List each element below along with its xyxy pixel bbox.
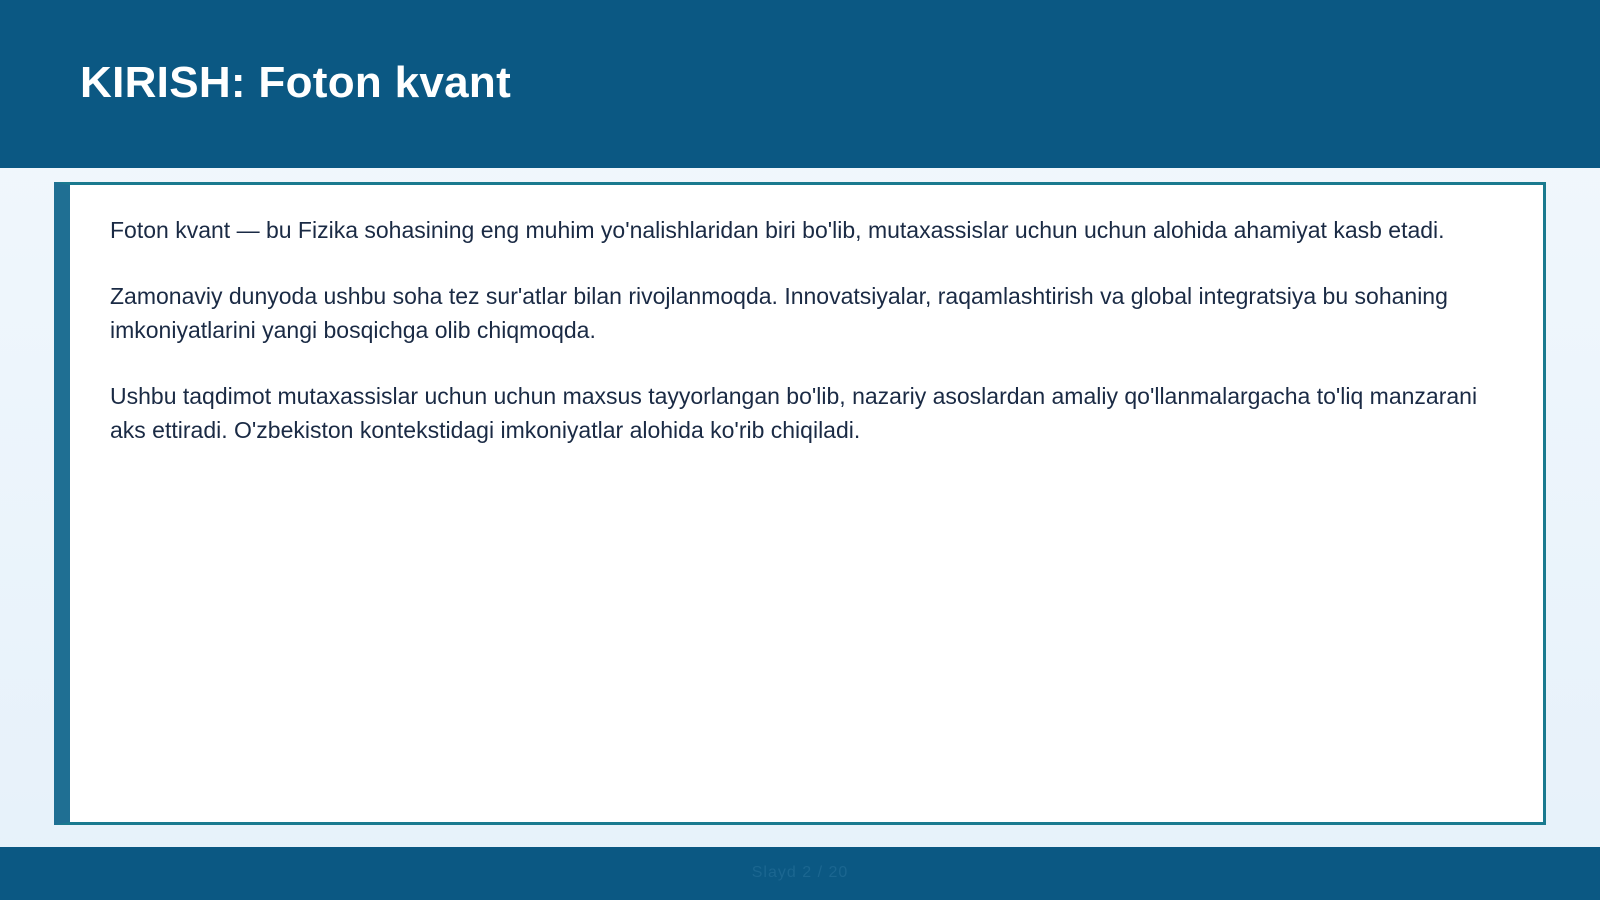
paragraph-3: Ushbu taqdimot mutaxassislar uchun uchun maxsus tayyorlangan bo'lib, nazariy asoslardan amaliy qo'llanmalargacha to'liq manzarani aks ettiradi. O'zbekiston kontekstidagi imkoniyatlar alohida ko'rib chiqiladi. xyxy=(110,383,1478,443)
slide-title: KIRISH: Foton kvant xyxy=(80,58,512,107)
slide-footer xyxy=(0,847,1600,900)
content-text xyxy=(110,213,1503,479)
content-box xyxy=(54,182,1546,825)
paragraph-2: Zamonaviy dunyoda ushbu soha tez sur'atlar bilan rivojlanmoqda. Innovatsiyalar, raqamlashtirish va global integratsiya bu sohaning imkoniyatlarini yangi bosqichga olib chiqmoqda. xyxy=(110,283,1448,343)
slide-header xyxy=(0,0,1600,168)
paragraph-1: Foton kvant — bu Fizika sohasining eng muhim yo'nalishlaridan biri bo'lib, mutaxassislar uchun uchun alohida ahamiyat kasb etadi. xyxy=(110,217,1445,243)
slide-number: Slayd 2 / 20 xyxy=(751,864,849,881)
